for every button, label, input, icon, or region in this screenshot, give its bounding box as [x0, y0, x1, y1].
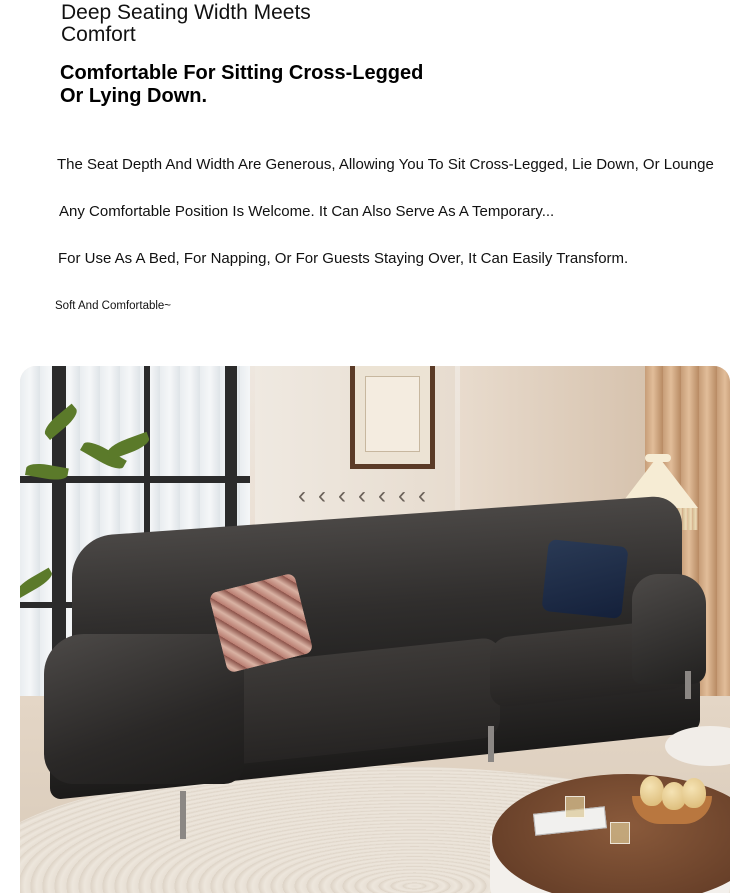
- wall-art: [365, 376, 420, 452]
- description-line-2: Any Comfortable Position Is Welcome. It Can Also Serve As A Temporary...: [59, 203, 555, 220]
- section-subtitle-line-2: Or Lying Down.: [60, 85, 208, 107]
- navy-pillow: [541, 539, 628, 619]
- description-line-3: For Use As A Bed, For Napping, Or For Guests Staying Over, It Can Easily Transform.: [58, 250, 629, 267]
- sofa-armrest-right: [632, 574, 706, 684]
- glass: [565, 796, 585, 818]
- sofa-armrest-left: [44, 634, 244, 784]
- wall-art-frame: [350, 366, 435, 469]
- section-title-line-1: Deep Seating Width Meets: [61, 1, 311, 24]
- section-title: [61, 2, 311, 46]
- section-subtitle-line-1: Comfortable For Sitting Cross-Legged: [60, 62, 424, 84]
- wall-decor-chevron: ‹: [318, 482, 326, 509]
- wall-decor-chevron: ‹: [398, 482, 406, 509]
- small-tagline: Soft And Comfortable~: [55, 300, 172, 312]
- wall-decor-chevron: ‹: [418, 482, 426, 509]
- product-photo: [20, 366, 730, 893]
- description-line-1: The Seat Depth And Width Are Generous, Allowing You To Sit Cross-Legged, Lie Down, Or Lounge: [57, 156, 714, 173]
- sofa-leg: [488, 726, 494, 762]
- wall-decor-chevron: ‹: [298, 482, 306, 509]
- section-subtitle: [60, 62, 423, 108]
- wall-decor-chevron: ‹: [338, 482, 346, 509]
- wall-decor-chevron: ‹: [378, 482, 386, 509]
- pear: [682, 778, 706, 808]
- wall-decor-chevron: ‹: [358, 482, 366, 509]
- glass: [610, 822, 630, 844]
- sofa-leg: [180, 791, 186, 839]
- sofa-leg: [685, 671, 691, 699]
- pear: [640, 776, 664, 806]
- section-title-line-2: Comfort: [61, 23, 136, 46]
